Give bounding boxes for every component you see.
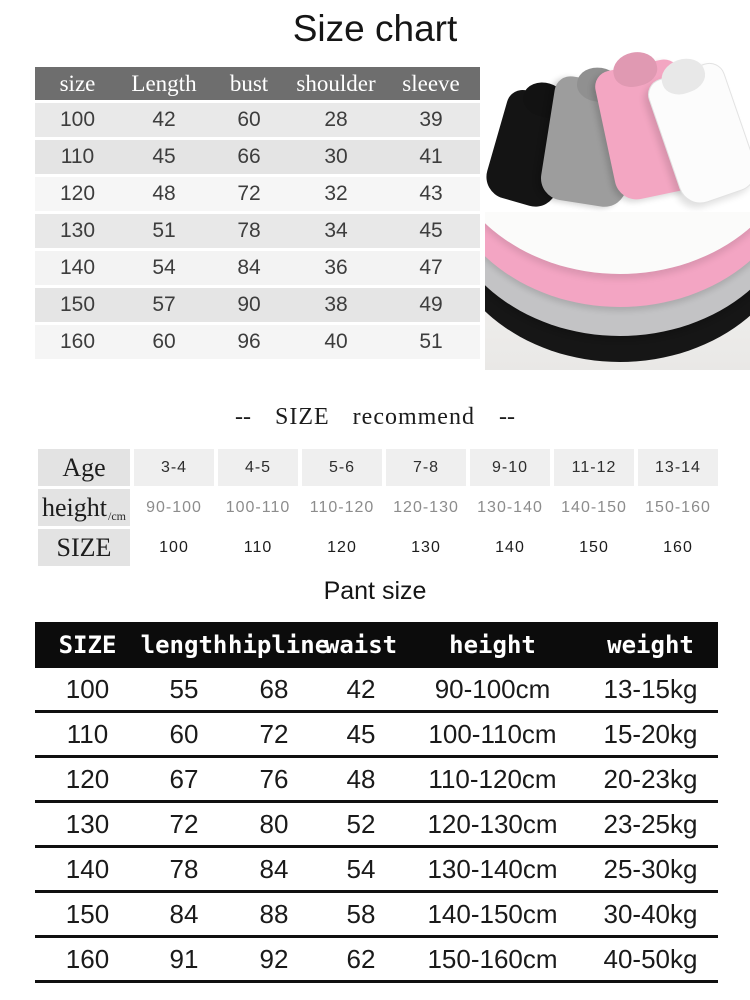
cell: 49 xyxy=(419,293,443,316)
age-cell: 13-14 xyxy=(638,449,718,486)
cell: 51 xyxy=(419,330,443,353)
table-row xyxy=(35,214,480,248)
cell: 100 xyxy=(59,108,96,131)
cell: 43 xyxy=(419,182,443,205)
height-cell: 120-130 xyxy=(386,489,466,526)
age-cell: 5-6 xyxy=(302,449,382,486)
cell: 66 xyxy=(237,145,261,168)
pant-header-height: height xyxy=(449,631,536,659)
pant-header-hipline: hipline xyxy=(228,631,330,659)
cell: 130 xyxy=(59,219,96,242)
cell: 160 xyxy=(65,943,110,974)
pant-row xyxy=(35,713,718,758)
age-cell: 11-12 xyxy=(554,449,634,486)
height-cell: 130-140 xyxy=(470,489,550,526)
pant-row xyxy=(35,803,718,848)
pant-size-title: Pant size xyxy=(323,577,427,605)
cell: 72 xyxy=(169,808,199,839)
age-row xyxy=(38,449,718,486)
pant-row xyxy=(35,893,718,938)
size-chart-header-row xyxy=(35,67,480,100)
cell: 55 xyxy=(169,673,199,704)
cell: 78 xyxy=(237,219,261,242)
cell: 140-150cm xyxy=(427,898,558,929)
cell: 52 xyxy=(346,808,376,839)
cell: 57 xyxy=(152,293,176,316)
cell: 54 xyxy=(346,853,376,884)
pant-row xyxy=(35,938,718,983)
age-cell: 9-10 xyxy=(470,449,550,486)
pant-row xyxy=(35,758,718,803)
size-cell: 160 xyxy=(638,529,718,566)
cell: 88 xyxy=(259,898,289,929)
dash-left: -- xyxy=(235,404,252,430)
cell: 42 xyxy=(152,108,176,131)
cell: 39 xyxy=(419,108,443,131)
table-row xyxy=(35,140,480,174)
header-cell-shoulder: shoulder xyxy=(296,70,376,96)
size-recommend-table xyxy=(38,449,718,569)
age-cell: 7-8 xyxy=(386,449,466,486)
height-unit: /cm xyxy=(108,508,126,523)
table-row xyxy=(35,288,480,322)
size-label: SIZE xyxy=(38,529,130,566)
cell: 47 xyxy=(419,256,443,279)
cell: 84 xyxy=(169,898,199,929)
cell: 23-25kg xyxy=(603,808,698,839)
height-cell: 110-120 xyxy=(302,489,382,526)
pant-header-length: length xyxy=(140,631,228,659)
cell: 45 xyxy=(419,219,443,242)
cell: 28 xyxy=(324,108,348,131)
age-cell: 4-5 xyxy=(218,449,298,486)
header-cell-bust: bust xyxy=(229,70,269,96)
cell: 60 xyxy=(237,108,261,131)
cell: 90-100cm xyxy=(434,673,551,704)
table-row xyxy=(35,325,480,359)
height-label xyxy=(38,489,130,526)
cell: 60 xyxy=(169,718,199,749)
header-cell-size: size xyxy=(59,70,96,96)
cell: 48 xyxy=(152,182,176,205)
cell: 40-50kg xyxy=(603,943,698,974)
height-cell: 140-150 xyxy=(554,489,634,526)
cell: 72 xyxy=(259,718,289,749)
cell: 96 xyxy=(237,330,261,353)
cell: 90 xyxy=(237,293,261,316)
cell: 68 xyxy=(259,673,289,704)
pant-header-waist: waist xyxy=(324,631,398,659)
cell: 60 xyxy=(152,330,176,353)
pant-row xyxy=(35,668,718,713)
cell: 100-110cm xyxy=(428,718,557,749)
cell: 54 xyxy=(152,256,176,279)
pant-header-row xyxy=(35,622,718,668)
size-recommend-label: SIZE recommend xyxy=(275,404,475,430)
pant-row xyxy=(35,848,718,893)
size-cell: 100 xyxy=(134,529,214,566)
size-cell: 150 xyxy=(554,529,634,566)
cell: 120 xyxy=(65,763,110,794)
cell: 150-160cm xyxy=(427,943,558,974)
height-cell: 90-100 xyxy=(134,489,214,526)
page-title: Size chart xyxy=(292,8,458,49)
height-row xyxy=(38,489,718,526)
cell: 78 xyxy=(169,853,199,884)
header-cell-sleeve: sleeve xyxy=(402,70,460,96)
cell: 80 xyxy=(259,808,289,839)
cell: 130-140cm xyxy=(427,853,558,884)
cell: 76 xyxy=(259,763,289,794)
cell: 32 xyxy=(324,182,348,205)
table-row xyxy=(35,251,480,285)
cell: 20-23kg xyxy=(603,763,698,794)
cell: 140 xyxy=(59,256,96,279)
pant-header-size: SIZE xyxy=(58,631,117,659)
pant-header-weight: weight xyxy=(607,631,694,659)
cell: 15-20kg xyxy=(603,718,698,749)
cell: 110 xyxy=(60,145,95,168)
age-cell: 3-4 xyxy=(134,449,214,486)
size-chart-table xyxy=(35,67,480,359)
cell: 92 xyxy=(259,943,289,974)
cell: 160 xyxy=(59,330,96,353)
cell: 120 xyxy=(59,182,96,205)
cell: 67 xyxy=(169,763,199,794)
cell: 42 xyxy=(346,673,376,704)
cell: 30 xyxy=(324,145,348,168)
cell: 45 xyxy=(346,718,376,749)
size-cell: 140 xyxy=(470,529,550,566)
table-row xyxy=(35,177,480,211)
cell: 140 xyxy=(65,853,110,884)
cell: 120-130cm xyxy=(427,808,558,839)
height-cell: 100-110 xyxy=(218,489,298,526)
cell: 150 xyxy=(65,898,110,929)
cell: 36 xyxy=(324,256,348,279)
cell: 84 xyxy=(259,853,289,884)
cell: 51 xyxy=(152,219,176,242)
cell: 150 xyxy=(59,293,96,316)
table-row xyxy=(35,103,480,137)
cell: 13-15kg xyxy=(603,673,698,704)
cell: 38 xyxy=(324,293,348,316)
size-row xyxy=(38,529,718,566)
size-recommend-title xyxy=(0,404,750,431)
height-label-text: height xyxy=(42,493,107,523)
cell: 62 xyxy=(346,943,376,974)
cell: 72 xyxy=(237,182,261,205)
cell: 48 xyxy=(346,763,376,794)
cell: 130 xyxy=(65,808,110,839)
cell: 58 xyxy=(346,898,376,929)
cell: 40 xyxy=(324,330,348,353)
cell: 41 xyxy=(419,145,443,168)
cell: 25-30kg xyxy=(603,853,698,884)
cell: 100 xyxy=(65,673,110,704)
dash-right: -- xyxy=(498,404,515,430)
pant-size-table xyxy=(35,622,718,983)
cell: 84 xyxy=(237,256,261,279)
cell: 91 xyxy=(169,943,199,974)
fabric-stack-photo xyxy=(485,212,750,370)
cell: 34 xyxy=(324,219,348,242)
cell: 110-120cm xyxy=(428,763,557,794)
cell: 110 xyxy=(66,718,109,749)
size-cell: 110 xyxy=(218,529,298,566)
hoodies-photo xyxy=(487,58,750,210)
size-cell: 120 xyxy=(302,529,382,566)
cell: 30-40kg xyxy=(603,898,698,929)
header-cell-length: Length xyxy=(131,70,197,96)
size-cell: 130 xyxy=(386,529,466,566)
age-label: Age xyxy=(38,449,130,486)
height-cell: 150-160 xyxy=(638,489,718,526)
cell: 45 xyxy=(152,145,176,168)
